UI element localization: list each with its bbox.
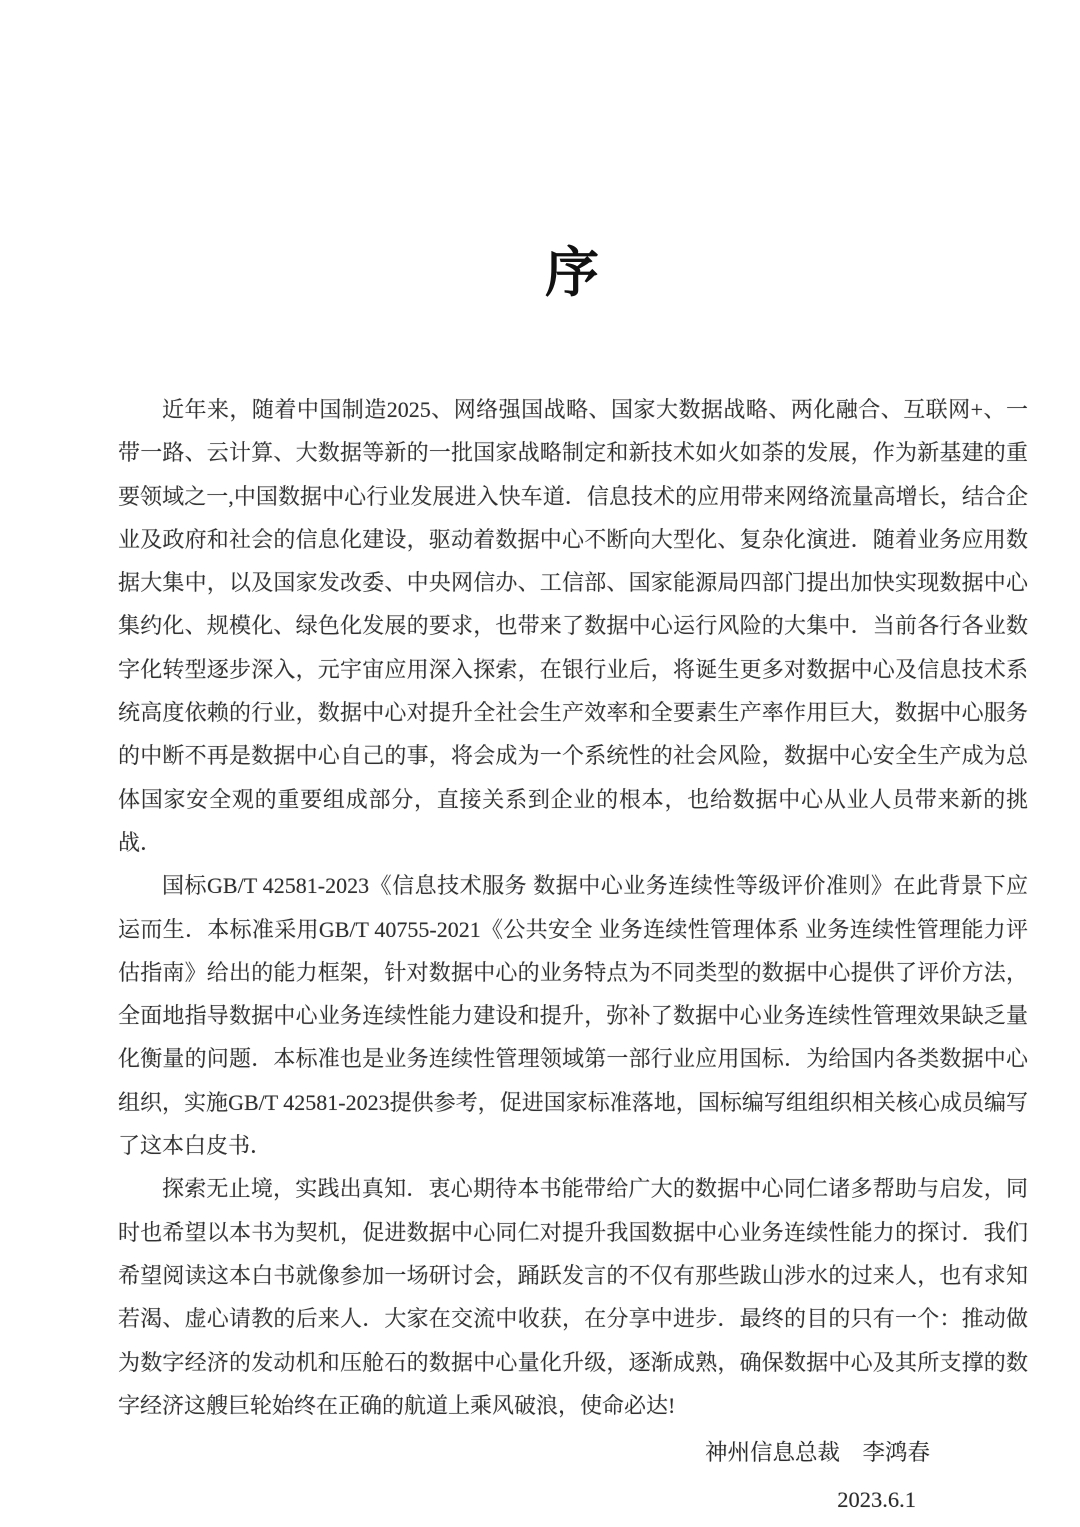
signature-line: 神州信息总裁 李鸿春 (704, 1440, 930, 1466)
paragraph-1: 近年来，随着中国制造2025、网络强国战略、国家大数据战略、两化融合、互联网+、一带一路、云计算、大数据等新的一批国家战略制定和新技术如火如荼的发展，作为新基建的重要领域之一,中国数据中心行业发展进入快车道．信息技术的应用带来网络流量高增长，结合企业及政府和社会的信息化建设，驱动着数据中心不断向大型化、复杂化演进．随着业务应用数据大集中，以及国家发改委、中央网信办、工信部、国家能源局四部门提出加快实现数据中心集约化、规模化、绿色化发展的要求，也带来了数据中心运行风险的大集中．当前各行各业数字化转型逐步深入，元宇宙应用深入探索，在银行业后，将诞生更多对数据中心及信息技术系统高度依赖的行业，数据中心对提升全社会生产效率和全要素生产率作用巨大，数据中心服务的中断不再是数据中心自己的事，将会成为一个系统性的社会风险，数据中心安全生产成为总体国家安全观的重要组成部分，直接关系到企业的根本，也给数据中心从业人员带来新的挑战． (118, 397, 1028, 855)
date-line: 2023.6.1 (837, 1487, 916, 1513)
paragraph-2: 国标GB/T 42581-2023《信息技术服务 数据中心业务连续性等级评价准则》在此背景下应运而生．本标准采用GB/T 40755-2021《公共安全 业务连续性管理体系 业务连续性管理能力评估指南》给出的能力框架，针对数据中心的业务特点为不同类型的数据中心提供了评价方法，全面地指导数据中心业务连续性能力建设和提升，弥补了数据中心业务连续性管理效果缺乏量化衡量的问题．本标准也是业务连续性管理领域第一部行业应用国标．为给国内各类数据中心组织，实施GB/T 42581-2023提供参考，促进国家标准落地，国标编写组组织相关核心成员编写了这本白皮书． (118, 873, 1028, 1159)
text-column (118, 0, 1028, 1522)
closing-block (118, 1431, 1028, 1522)
preface-title: 序 (545, 243, 601, 303)
paragraph-3: 探索无止境，实践出真知．衷心期待本书能带给广大的数据中心同仁诸多帮助与启发，同时也希望以本书为契机，促进数据中心同仁对提升我国数据中心业务连续性能力的探讨．我们希望阅读这本白书就像参加一场研讨会，踊跃发言的不仅有那些跋山涉水的过来人，也有求知若渴、虚心请教的后来人．大家在交流中收获，在分享中进步．最终的目的只有一个：推动做为数字经济的发动机和压舱石的数据中心量化升级，逐渐成熟，确保数据中心及其所支撑的数字经济这艘巨轮始终在正确的航道上乘风破浪，使命必达! (118, 1176, 1028, 1418)
preface-body (118, 388, 1028, 1427)
